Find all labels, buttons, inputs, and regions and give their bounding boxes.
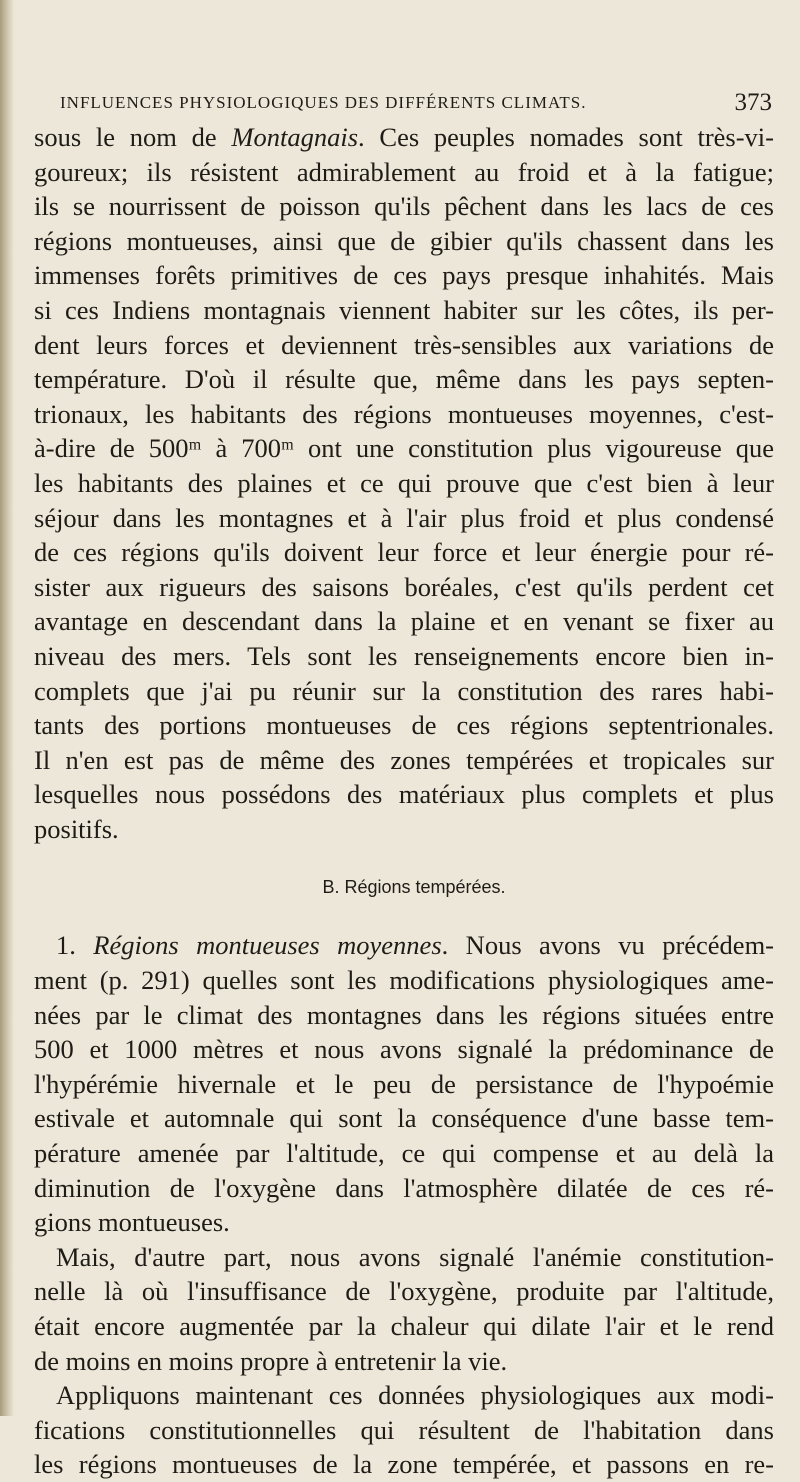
text-line: pérature amenée par l'altitude, ce qui compense et au delà la bbox=[34, 1138, 774, 1169]
italic-term: Régions montueuses moyennes bbox=[93, 930, 442, 961]
text-line: complets que j'ai pu réunir sur la constitution des rares habi- bbox=[34, 675, 774, 706]
text-line: 500 et 1000 mètres et nous avons signalé la prédominance de bbox=[34, 1034, 774, 1065]
text-line: 1. Régions montueuses moyennes. Nous avons vu précédem- bbox=[56, 930, 775, 961]
text-line: sous le nom de Montagnais. Ces peuples nomades sont très-vi- bbox=[34, 122, 774, 152]
paragraph-anemie bbox=[34, 1240, 774, 1378]
text-line: de ces régions qu'ils doivent leur force et leur énergie pour ré- bbox=[34, 537, 774, 568]
text-line: diminution de l'oxygène dans l'atmosphère dilatée de ces ré- bbox=[34, 1172, 774, 1203]
italic-term: Montagnais bbox=[231, 122, 359, 152]
text-line: de moins en moins propre à entretenir la vie. bbox=[34, 1345, 508, 1376]
text-line: ment (p. 291) quelles sont les modifications physiologiques ame- bbox=[34, 965, 774, 996]
text-line: tants des portions montueuses de ces régions septentrionales. bbox=[34, 710, 774, 741]
text-line: à-dire de 500ᵐ à 700ᵐ ont une constitution plus vigoureuse que bbox=[34, 433, 774, 464]
paragraph-regions-montueuses bbox=[34, 928, 774, 1239]
text-line: trionaux, les habitants des régions montueuses moyennes, c'est- bbox=[34, 398, 774, 429]
page-body bbox=[34, 120, 774, 1482]
text-line: ils se nourrissent de poisson qu'ils pêchent dans les lacs de ces bbox=[34, 191, 774, 222]
text-line: régions montueuses, ainsi que de gibier qu'ils chassent dans les bbox=[34, 225, 774, 256]
section-heading: B. Régions tempérées. bbox=[322, 877, 506, 898]
text-line: gions montueuses. bbox=[34, 1207, 230, 1238]
paragraph-appliquons bbox=[34, 1378, 774, 1482]
text-line: nées par le climat des montagnes dans les régions situées entre bbox=[34, 999, 774, 1030]
text-line: température. D'où il résulte que, même dans les pays septen- bbox=[34, 364, 774, 395]
text-line: lesquelles nous possédons des matériaux plus complets et plus bbox=[34, 779, 774, 810]
page-number: 373 bbox=[734, 89, 772, 116]
text-line: l'hypérémie hivernale et le peu de persistance de l'hypoémie bbox=[34, 1068, 774, 1099]
text-line: niveau des mers. Tels sont les renseignements encore bien in- bbox=[34, 640, 774, 671]
text-line: sister aux rigueurs des saisons boréales, c'est qu'ils perdent cet bbox=[34, 571, 774, 602]
text-line: était encore augmentée par la chaleur qui dilate l'air et le rend bbox=[34, 1311, 774, 1341]
text-line: fications constitutionnelles qui résultent de l'habitation dans bbox=[34, 1414, 774, 1445]
text-line: goureux; ils résistent admirablement au froid et à la fatigue; bbox=[34, 156, 774, 187]
text-line: positifs. bbox=[34, 813, 119, 844]
text-line: les régions montueuses de la zone tempérée, et passons en re- bbox=[34, 1449, 774, 1480]
text-line: Appliquons maintenant ces données physiologiques aux modi- bbox=[56, 1380, 774, 1411]
paragraph-montagnais bbox=[34, 120, 774, 846]
text-line: avantage en descendant dans la plaine et en venant se fixer au bbox=[34, 606, 774, 637]
text-line: les habitants des plaines et ce qui prouve que c'est bien à leur bbox=[34, 467, 774, 498]
running-header-title: INFLUENCES PHYSIOLOGIQUES DES DIFFÉRENTS CLIMATS. bbox=[60, 93, 587, 112]
text-line: Il n'en est pas de même des zones tempérées et tropicales sur bbox=[34, 744, 774, 775]
text-line: si ces Indiens montagnais viennent habiter sur les côtes, ils per- bbox=[34, 294, 774, 325]
text-line: Mais, d'autre part, nous avons signalé l'anémie constitution- bbox=[56, 1241, 774, 1272]
text-line: dent leurs forces et deviennent très-sensibles aux variations de bbox=[34, 329, 774, 360]
text-line: nelle là où l'insuffisance de l'oxygène, produite par l'altitude, bbox=[34, 1276, 774, 1307]
text-line: séjour dans les montagnes et à l'air plus froid et plus condensé bbox=[34, 502, 774, 533]
text-line: estivale et automnale qui sont la conséquence d'une basse tem- bbox=[34, 1103, 774, 1134]
text-line: immenses forêts primitives de ces pays presque inhahités. Mais bbox=[34, 260, 774, 291]
